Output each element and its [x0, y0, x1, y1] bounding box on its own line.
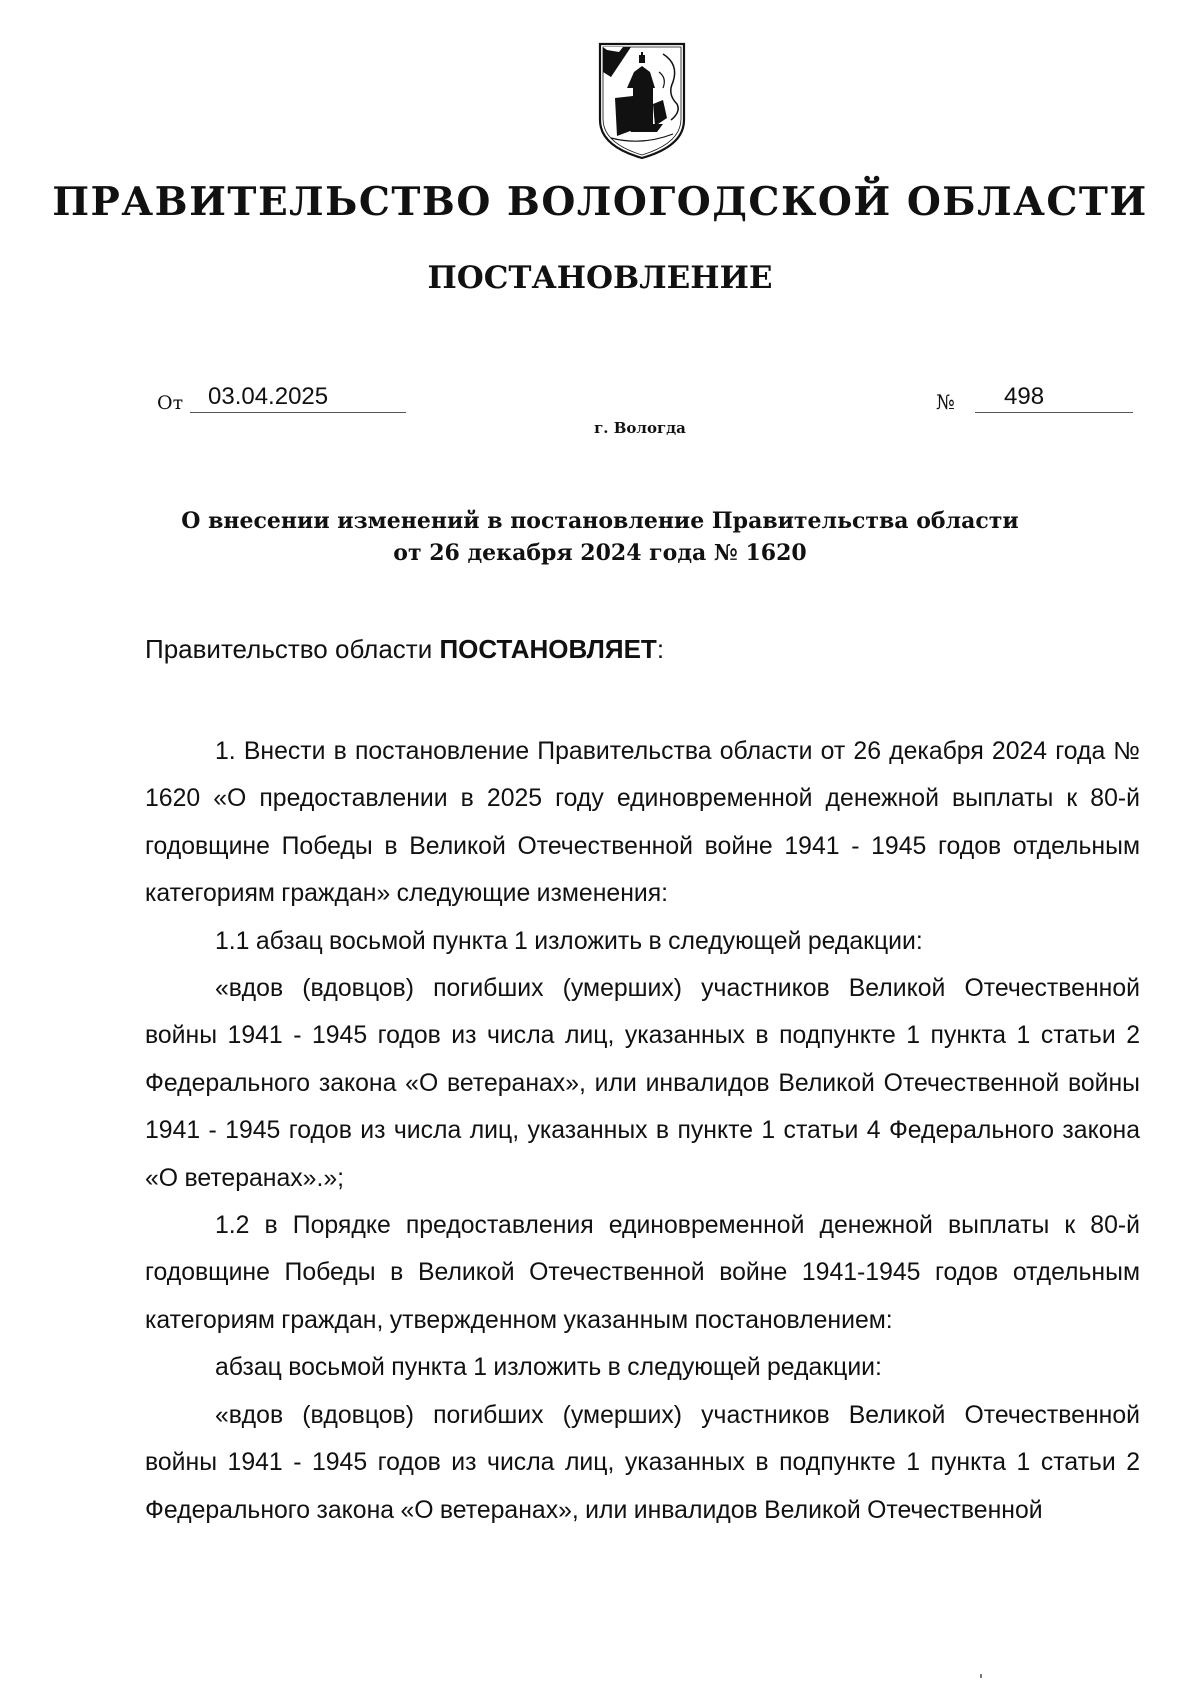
paragraph: 1.2 в Порядке предоставления единовременной денежной выплаты к 80-й годовщине Победы в Великой Отечественной войне 1941-1945 годов отдельным категориям граждан, утвержденном указанным постановлением: [145, 1212, 1140, 1334]
paragraph: 1. Внести в постановление Правительства области от 26 декабря 2024 года № 1620 «О предоставлении в 2025 году единовременной денежной выплаты к 80-й годовщине Победы в Великой Отечественной войне 1941 - 1945 годов отдельным категориям граждан» следующие изменения: [145, 738, 1140, 908]
scan-speck [980, 1674, 982, 1678]
subject-line-1: О внесении изменений в постановление Правительства области [181, 508, 1019, 534]
decree-verb: ПОСТАНОВЛЯЕТ [439, 634, 657, 664]
document-type: ПОСТАНОВЛЕНИЕ [427, 260, 773, 296]
decree-colon: : [656, 634, 665, 664]
government-name: ПРАВИТЕЛЬСТВО ВОЛОГОДСКОЙ ОБЛАСТИ [52, 179, 1148, 225]
document-date: 03.04.2025 [190, 382, 406, 413]
document-body [145, 728, 1140, 1534]
subject-line-2: от 26 декабря 2024 года № 1620 [393, 540, 807, 566]
paragraph: абзац восьмой пункта 1 изложить в следующей редакции: [215, 1354, 882, 1382]
number-label: № [936, 390, 955, 414]
document-subject [140, 505, 1060, 569]
decree-subject: Правительство области [145, 634, 433, 664]
paragraph: «вдов (вдовцов) погибших (умерших) участников Великой Отечественной войны 1941 - 1945 годов из числа лиц, указанных в подпункте 1 пункта 1 статьи 2 Федерального закона «О ветеранах», или инвалидов Великой Отечественной войны 1941 - 1945 годов из числа лиц, указанных в пункте 1 статьи 4 Федерального закона «О ветеранах».»; [145, 975, 1140, 1192]
decree-line [145, 632, 664, 666]
paragraph: «вдов (вдовцов) погибших (умерших) участников Великой Отечественной войны 1941 - 1945 годов из числа лиц, указанных в подпункте 1 пункта 1 статьи 2 Федерального закона «О ветеранах», или инвалидов Великой Отечественной [145, 1401, 1140, 1524]
document-number: 498 [975, 382, 1133, 413]
vologda-coat-of-arms-icon [597, 42, 687, 160]
paragraph: 1.1 абзац восьмой пункта 1 изложить в следующей редакции: [215, 927, 923, 955]
city: г. Вологда [594, 419, 686, 437]
date-label: От [157, 392, 184, 414]
